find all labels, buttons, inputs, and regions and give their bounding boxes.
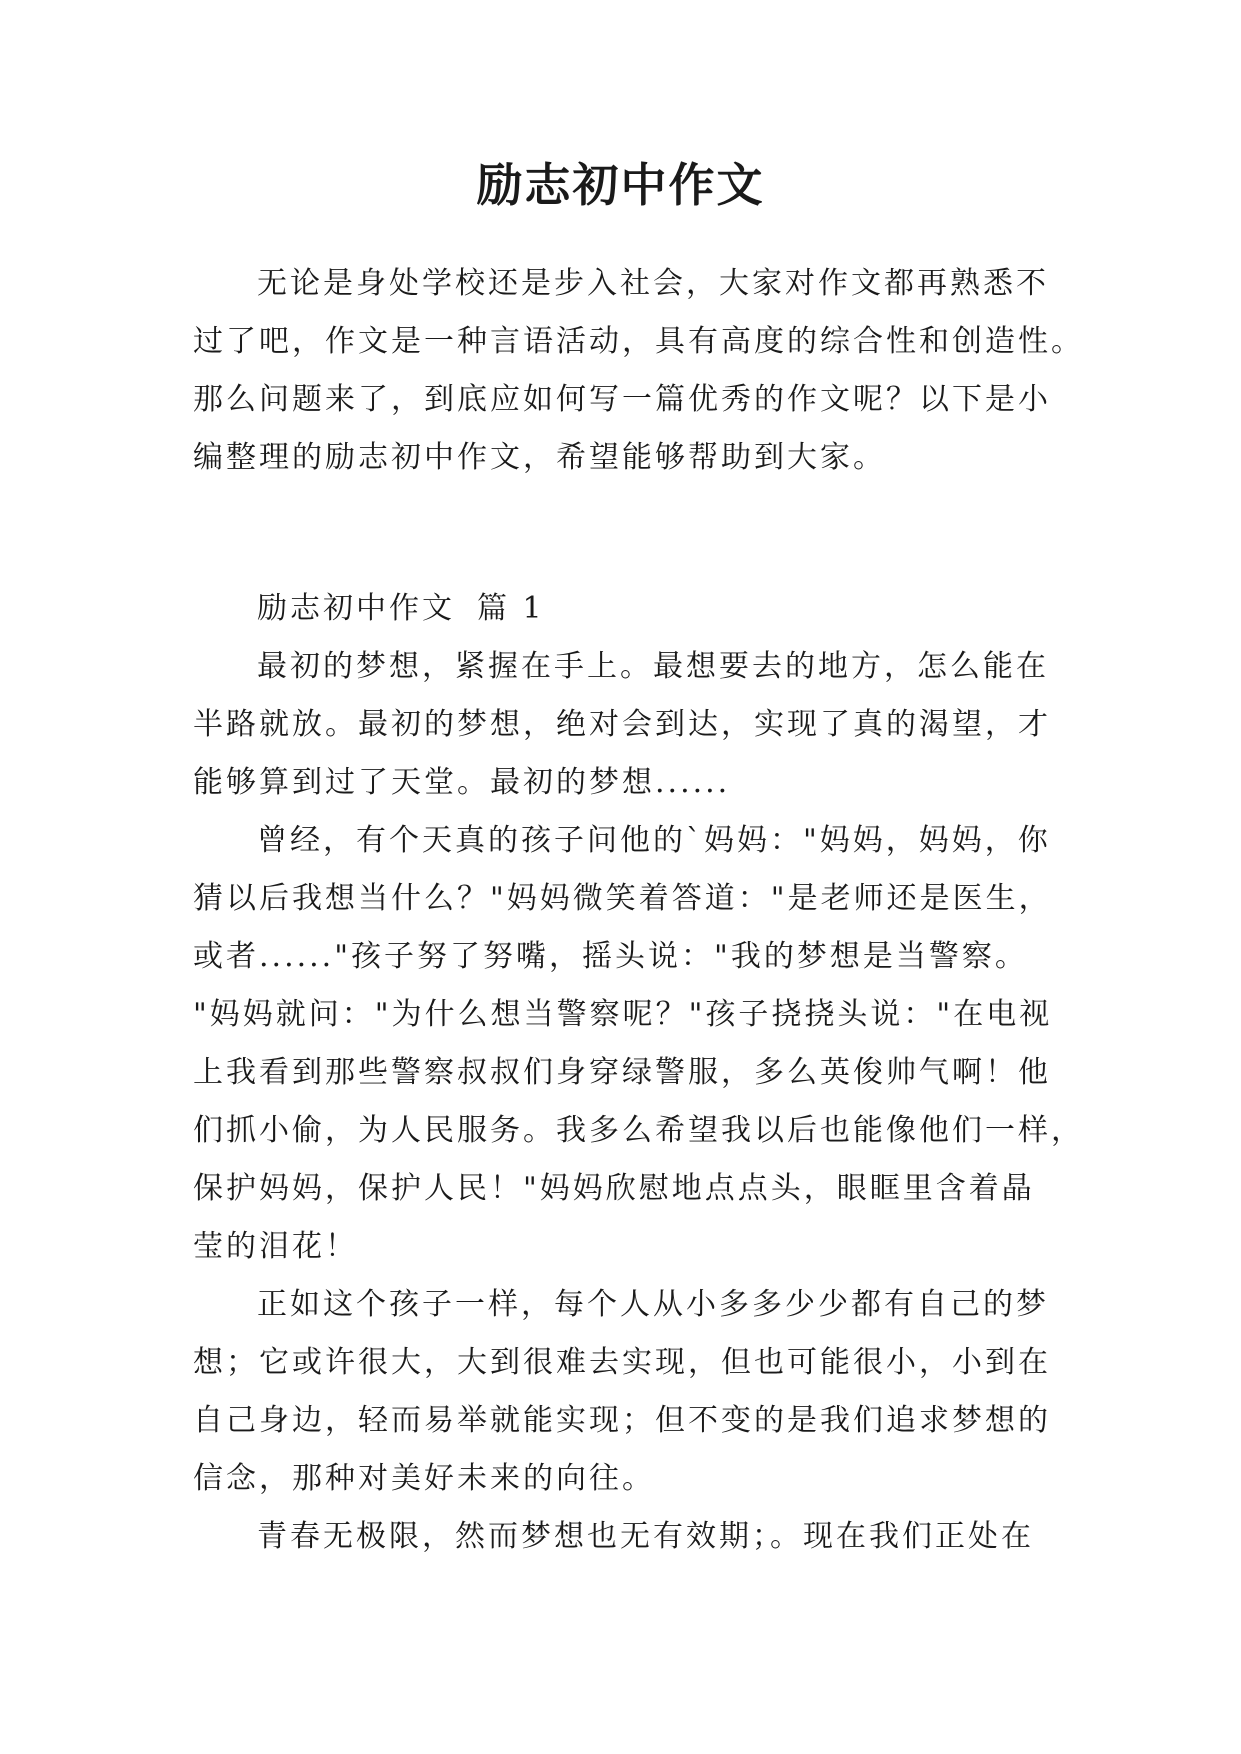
text-line: 最初的梦想，紧握在手上。最想要去的地方，怎么能在 <box>257 649 1049 684</box>
text-line: 信念，那种对美好未来的向往。 <box>193 1461 655 1496</box>
section-heading-number: 篇 1 <box>477 591 545 626</box>
body-paragraph-2 <box>193 812 1084 1276</box>
text-line: 保护妈妈，保护人民！"妈妈欣慰地点点头，眼眶里含着晶 <box>193 1171 1035 1206</box>
body-paragraph-4 <box>193 1508 1059 1566</box>
text-line: 上我看到那些警察叔叔们身穿绿警服，多么英俊帅气啊！他 <box>193 1055 1051 1090</box>
text-line: 曾经，有个天真的孩子问他的`妈妈："妈妈，妈妈，你 <box>257 823 1051 858</box>
text-line: 无论是身处学校还是步入社会，大家对作文都再熟悉不 <box>257 266 1049 301</box>
text-line: 那么问题来了，到底应如何写一篇优秀的作文呢？以下是小 <box>193 382 1051 417</box>
text-line: 过了吧，作文是一种言语活动，具有高度的综合性和创造性。 <box>193 324 1084 359</box>
section-heading-label: 励志初中作文 <box>257 591 455 626</box>
text-line: 想；它或许很大，大到很难去实现，但也可能很小，小到在 <box>193 1345 1051 1380</box>
text-line: 自己身边，轻而易举就能实现；但不变的是我们追求梦想的 <box>193 1403 1051 1438</box>
text-line: 编整理的励志初中作文，希望能够帮助到大家。 <box>193 440 886 475</box>
body-paragraph-3 <box>193 1276 1059 1508</box>
text-line: 猜以后我想当什么？"妈妈微笑着答道："是老师还是医生， <box>193 881 1052 916</box>
section-heading <box>257 580 545 638</box>
intro-paragraph <box>193 255 1084 487</box>
text-line: 能够算到过了天堂。最初的梦想...... <box>193 765 731 800</box>
text-line: "妈妈就问："为什么想当警察呢？"孩子挠挠头说："在电视 <box>193 997 1053 1032</box>
text-line: 青春无极限，然而梦想也无有效期；。现在我们正处在 <box>257 1519 1034 1554</box>
document-title: 励志初中作文 <box>476 158 765 212</box>
text-line: 或者......"孩子努了努嘴，摇头说："我的梦想是当警察。 <box>193 939 1028 974</box>
body-paragraph-1 <box>193 638 1059 812</box>
text-line: 半路就放。最初的梦想，绝对会到达，实现了真的渴望，才 <box>193 707 1051 742</box>
text-line: 莹的泪花！ <box>193 1229 358 1264</box>
text-line: 正如这个孩子一样，每个人从小多多少少都有自己的梦 <box>257 1287 1049 1322</box>
text-line: 们抓小偷，为人民服务。我多么希望我以后也能像他们一样， <box>193 1113 1084 1148</box>
